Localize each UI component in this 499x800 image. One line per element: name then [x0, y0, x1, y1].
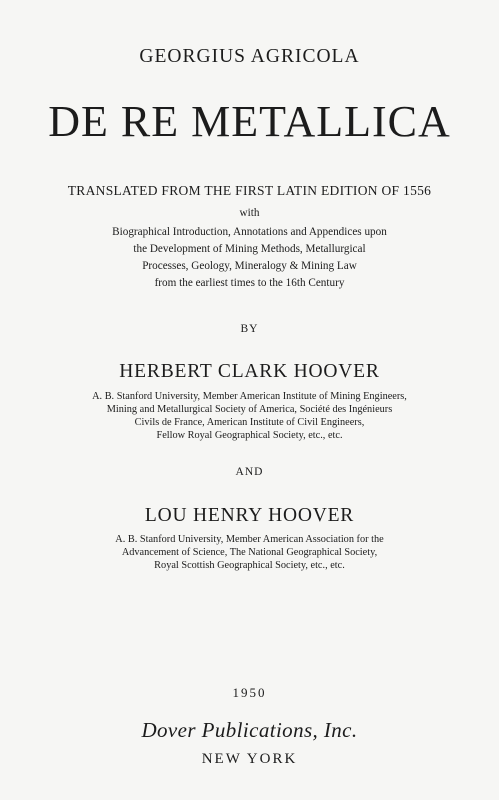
translator-credentials: Civils de France, American Institute of Civil Engineers, [134, 417, 365, 428]
translator-name-herbert: HERBERT CLARK HOOVER [119, 361, 380, 382]
and-label: AND [235, 466, 264, 478]
translator-credentials: A. B. Stanford University, Member American Association for the [115, 534, 384, 545]
publisher-name: Dover Publications, Inc. [141, 718, 358, 742]
book-title: DE RE METALLICA [48, 97, 451, 146]
description-line: from the earliest times to the 16th Century [154, 277, 345, 289]
description-line: Processes, Geology, Mineralogy & Mining Law [142, 260, 357, 272]
description-line: the Development of Mining Methods, Metallurgical [133, 243, 366, 255]
author-name: GEORGIUS AGRICOLA [139, 46, 360, 67]
translator-credentials: Royal Scottish Geographical Society, etc., etc. [154, 560, 345, 571]
translator-credentials: A. B. Stanford University, Member American Institute of Mining Engineers, [92, 391, 407, 402]
translator-credentials: Mining and Metallurgical Society of America, Société des Ingénieurs [106, 404, 393, 415]
publication-year: 1950 [232, 685, 267, 700]
by-label: BY [240, 323, 259, 335]
description-with: with [239, 207, 260, 219]
publisher-city: NEW YORK [201, 751, 298, 767]
translator-name-lou: LOU HENRY HOOVER [144, 505, 355, 526]
translator-credentials: Advancement of Science, The National Geographical Society, [121, 547, 378, 558]
translation-note: TRANSLATED FROM THE FIRST LATIN EDITION OF 1556 [67, 183, 432, 198]
translator-credentials: Fellow Royal Geographical Society, etc., etc. [156, 430, 343, 441]
description-line: Biographical Introduction, Annotations and Appendices upon [112, 226, 387, 238]
